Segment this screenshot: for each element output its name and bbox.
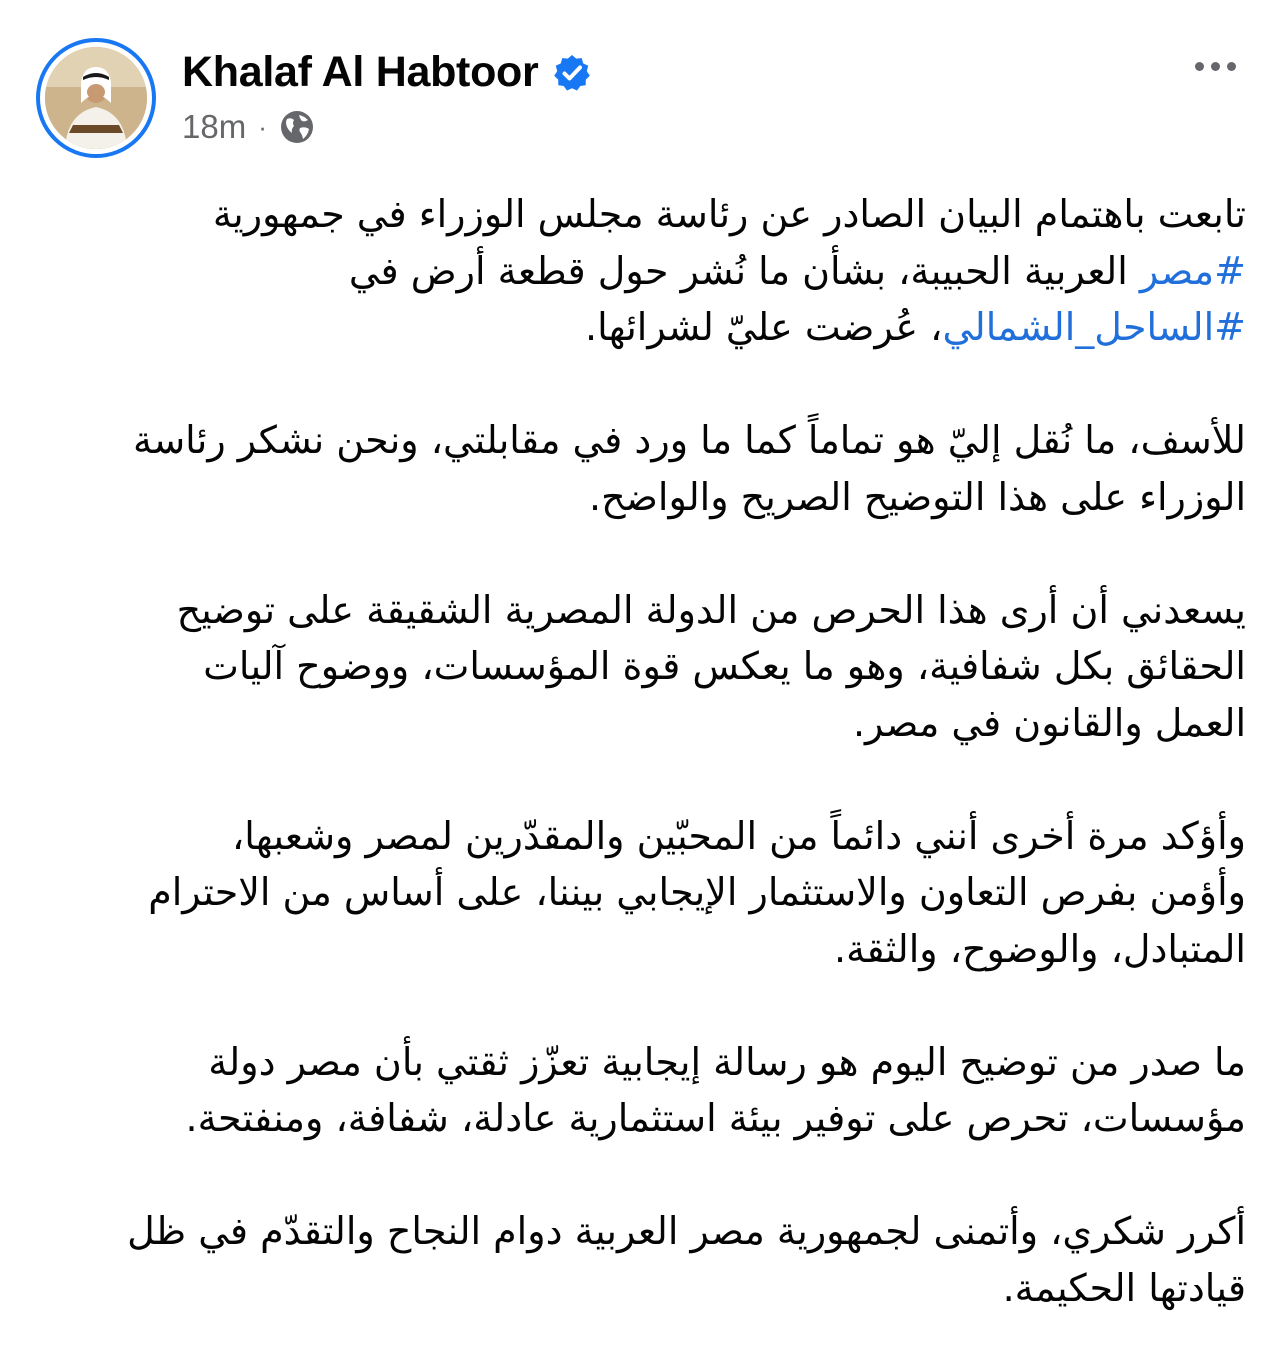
post-paragraph xyxy=(40,582,1246,752)
post-line: ما صدر من توضيح اليوم هو رسالة إيجابية تعزّز ثقتي بأن مصر دولة xyxy=(208,1039,1246,1084)
post-body xyxy=(40,186,1246,1316)
post-meta xyxy=(182,108,315,146)
author-row xyxy=(182,48,592,97)
post-line: وأؤكد مرة أخرى أنني دائماً من المحبّين والمقدّرين لمصر وشعبها، xyxy=(232,813,1246,858)
more-dot xyxy=(1195,62,1204,71)
more-options-icon[interactable] xyxy=(1187,54,1244,79)
more-dot xyxy=(1227,62,1236,71)
post-paragraph xyxy=(40,1034,1246,1147)
post-line-text: العربية الحبيبة، بشأن ما نُشر حول قطعة أرض في xyxy=(348,248,1140,293)
post-line xyxy=(40,243,1246,300)
globe-icon[interactable] xyxy=(279,109,315,145)
meta-separator: · xyxy=(258,112,267,142)
post-line: المتبادل، والوضوح، والثقة. xyxy=(833,926,1246,971)
author-avatar[interactable] xyxy=(36,38,156,158)
post-line: الوزراء على هذا التوضيح الصريح والواضح. xyxy=(589,474,1246,519)
post-line: العمل والقانون في مصر. xyxy=(852,700,1246,745)
verified-badge-icon xyxy=(552,53,592,93)
post-line: مؤسسات، تحرص على توفير بيئة استثمارية عادلة، شفافة، ومنفتحة. xyxy=(185,1096,1246,1140)
avatar-photo xyxy=(45,47,147,149)
post-line: للأسف، ما نُقل إليّ هو تماماً كما ما ورد في مقابلتي، ونحن نشكر رئاسة xyxy=(132,418,1246,462)
post-paragraph xyxy=(40,412,1246,525)
post-line xyxy=(40,299,1246,356)
post-line: تابعت باهتمام البيان الصادر عن رئاسة مجلس الوزراء في جمهورية xyxy=(212,192,1246,236)
post-line: الحقائق بكل شفافية، وهو ما يعكس قوة المؤسسات، ووضوح آليات xyxy=(203,644,1246,688)
post-line: أكرر شكري، وأتمنى لجمهورية مصر العربية دوام النجاح والتقدّم في ظل xyxy=(127,1209,1246,1253)
post-line: يسعدني أن أرى هذا الحرص من الدولة المصرية الشقيقة على توضيح xyxy=(176,587,1246,632)
post-line: قيادتها الحكيمة. xyxy=(1002,1265,1246,1310)
post-line: وأؤمن بفرص التعاون والاستثمار الإيجابي بيننا، على أساس من الاحترام xyxy=(148,870,1246,914)
avatar-photo-icon xyxy=(45,47,147,149)
post-paragraph xyxy=(40,186,1246,356)
post-timestamp[interactable]: 18m xyxy=(182,108,247,145)
more-dot xyxy=(1211,62,1220,71)
hashtag-link-egypt[interactable]: #مصر xyxy=(1139,248,1246,293)
author-name[interactable]: Khalaf Al Habtoor xyxy=(182,48,539,96)
post-paragraph xyxy=(40,1203,1246,1316)
post-paragraph xyxy=(40,808,1246,978)
post-line-text: ، عُرضت عليّ لشرائها. xyxy=(585,305,943,349)
hashtag-link-north-coast[interactable]: #الساحل_الشمالي xyxy=(942,305,1246,349)
